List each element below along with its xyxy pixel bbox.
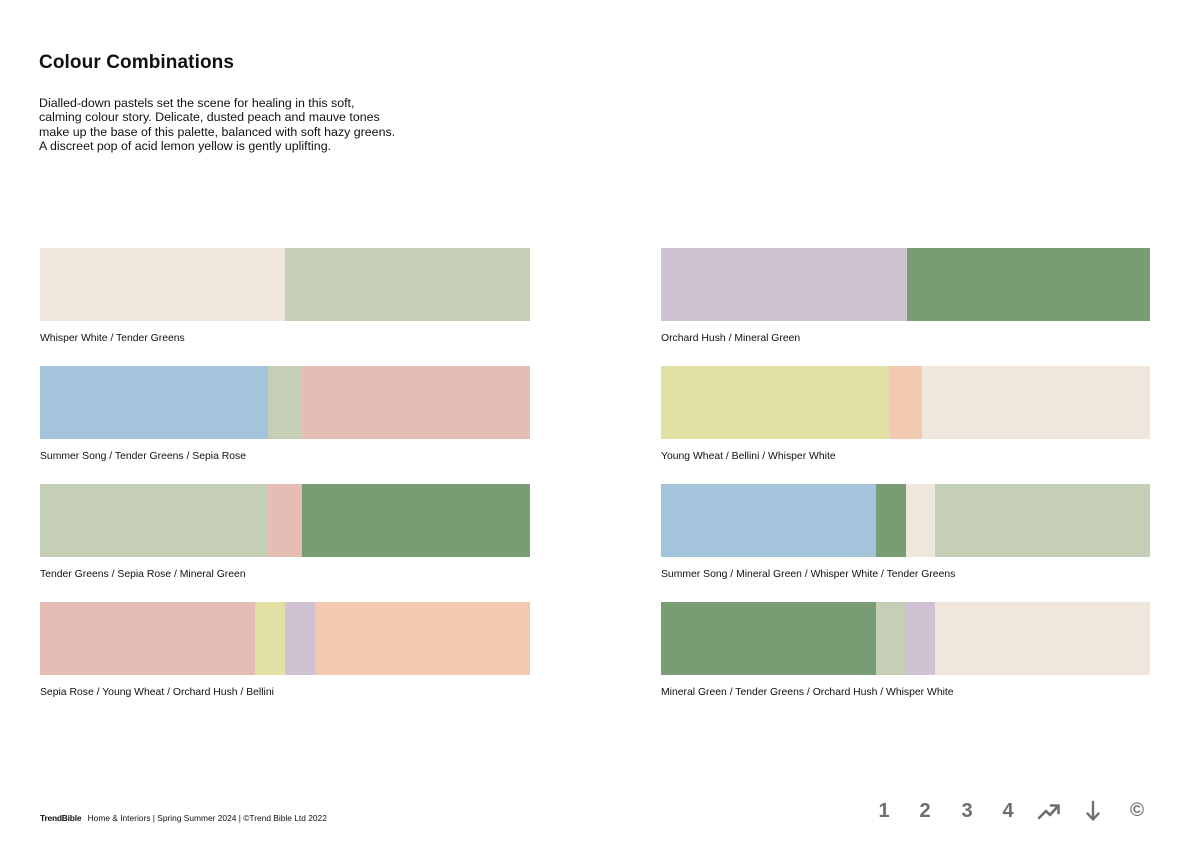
colour-swatch [906, 484, 936, 557]
nav-page-2[interactable]: 2 [919, 799, 931, 822]
combination-card [40, 484, 530, 581]
colour-swatch [889, 366, 922, 439]
colour-swatch [40, 602, 255, 675]
combination-card [40, 248, 530, 345]
combination-caption: Sepia Rose / Young Wheat / Orchard Hush / Bellini [40, 687, 274, 698]
footer-brand: TrendBible [40, 813, 82, 823]
combination-caption: Whisper White / Tender Greens [40, 333, 185, 344]
combination-caption: Orchard Hush / Mineral Green [661, 333, 801, 344]
colour-strip [661, 602, 1150, 675]
colour-swatch [661, 248, 907, 321]
combination-caption: Tender Greens / Sepia Rose / Mineral Green [40, 569, 246, 580]
combination-card [40, 366, 530, 463]
combination-card [661, 602, 1150, 699]
colour-swatch [302, 366, 530, 439]
colour-strip [40, 602, 530, 675]
intro-line: Dialled-down pastels set the scene for healing in this soft, [39, 96, 355, 110]
trending-up-icon [1037, 801, 1061, 821]
nav-page-3[interactable]: 3 [961, 799, 973, 822]
colour-swatch [255, 602, 285, 675]
colour-strip [661, 366, 1150, 439]
colour-swatch [876, 484, 906, 557]
colour-strip [40, 484, 530, 557]
colour-swatch [661, 366, 889, 439]
colour-swatch [40, 248, 285, 321]
colour-strip [661, 484, 1150, 557]
intro-text [39, 96, 419, 153]
colour-swatch [876, 602, 906, 675]
page-title: Colour Combinations [39, 52, 235, 73]
footer-text: Home & Interiors | Spring Summer 2024 | ©Trend Bible Ltd 2022 [87, 813, 327, 823]
intro-line: A discreet pop of acid lemon yellow is gently uplifting. [39, 138, 332, 153]
combination-card [661, 366, 1150, 463]
colour-strip [661, 248, 1150, 321]
colour-swatch [906, 602, 936, 675]
combination-caption: Summer Song / Tender Greens / Sepia Rose [40, 451, 246, 462]
nav-page-4[interactable]: 4 [1002, 799, 1014, 822]
colour-swatch [907, 248, 1150, 321]
colour-swatch [661, 602, 876, 675]
colour-swatch [935, 602, 1150, 675]
colour-strip [40, 366, 530, 439]
nav-trends-button[interactable] [1034, 796, 1064, 826]
colour-swatch [285, 248, 530, 321]
colour-swatch [302, 484, 530, 557]
colour-swatch [40, 484, 267, 557]
colour-swatch [315, 602, 530, 675]
footer [40, 813, 327, 823]
nav-copyright-button[interactable]: © [1130, 800, 1144, 821]
colour-swatch [40, 366, 268, 439]
colour-strip [40, 248, 530, 321]
combination-caption: Summer Song / Mineral Green / Whisper White / Tender Greens [661, 569, 956, 580]
combination-caption: Young Wheat / Bellini / Whisper White [661, 451, 836, 462]
intro-line: make up the base of this palette, balanced with soft hazy greens. [39, 124, 396, 139]
colour-swatch [268, 366, 301, 439]
combination-card [661, 248, 1150, 345]
arrow-down-icon [1085, 800, 1101, 822]
combination-caption: Mineral Green / Tender Greens / Orchard Hush / Whisper White [661, 687, 954, 698]
colour-swatch [267, 484, 301, 557]
colour-swatch [285, 602, 315, 675]
nav-page-1[interactable]: 1 [878, 799, 890, 822]
intro-line: calming colour story. Delicate, dusted peach and mauve tones [39, 110, 380, 125]
colour-swatch [661, 484, 876, 557]
nav-download-button[interactable] [1080, 796, 1106, 826]
combination-card [661, 484, 1150, 581]
colour-swatch [922, 366, 1150, 439]
combination-card [40, 602, 530, 699]
colour-swatch [935, 484, 1150, 557]
